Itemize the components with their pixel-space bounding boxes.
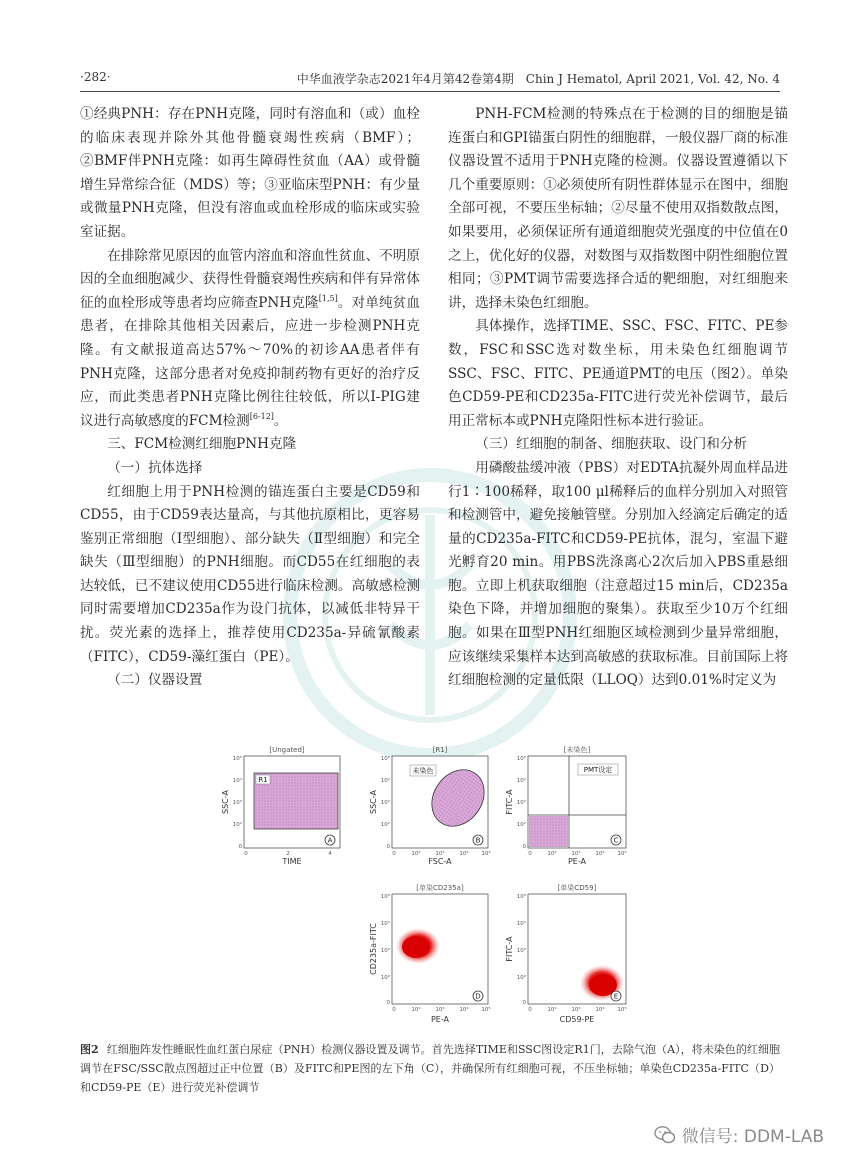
y-tick: 0 — [386, 1000, 390, 1006]
subsection-heading-antibody: （一）抗体选择 — [107, 459, 203, 476]
x-tick: 10⁵ — [617, 1007, 627, 1013]
y-tick: 10² — [380, 822, 390, 828]
x-tick: 4 — [328, 851, 332, 857]
paragraph-text: 在排除常见原因的血管内溶血和溶血性贫血、不明原因的全血细胞减少、获得性骨髓衰竭性疾病和伴有异常体征的血栓形成等患者均应筛查PNH克隆 — [80, 247, 420, 311]
caption-text: 红细胞阵发性睡眠性血红蛋白尿症（PNH）检测仪器设置及调节。首先选择TIME和SSC图设定R1门，去除气泡（A），将未染色的红细胞调节在FSC/SSC散点图超过正中位置（B）及FITC和PE图的左下角（C），并确保所有红细胞可视，不压坐标轴；单染色CD235a-FITC（D）和CD59-PE（E）进行荧光补偿调节 — [80, 1043, 780, 1094]
x-tick: 10³ — [435, 851, 445, 857]
citation-ref: [6-12] — [249, 411, 274, 421]
x-tick: 10³ — [435, 1007, 445, 1013]
panel-e-title: [单染CD59] — [557, 884, 597, 892]
y-tick: 10⁵ — [380, 756, 390, 762]
header-rule — [80, 91, 780, 92]
panel-b — [369, 746, 495, 866]
y-tick: 10² — [380, 975, 390, 981]
panel-c-badge: C — [613, 836, 619, 845]
unstained-label: 未染色 — [412, 767, 434, 775]
y-tick: 10³ — [516, 800, 526, 806]
paragraph-preparation: 用磷酸盐缓冲液（PBS）对EDTA抗凝外周血样品进行1∶100稀释，取100 μl稀释后的血样分别加入对照管和检测管中，避免接触管壁。分别加入经滴定后确定的适量的CD235a-FITC和CD59-PE抗体，混匀，室温下避光孵育20 min。用PBS洗涤离心2次后加入PBS重悬细胞。立即上机获取细胞（注意超过15 min后，CD235a染色下降，并增加细胞的聚集）。获取至少10万个红细胞。如果在Ⅲ型PNH红细胞区域检测到少量异常细胞，应该继续采集样本达到高敏感的获取标准。目前国际上将红细胞检测的定量低限（LLOQ）达到0.01%时定义为 — [448, 459, 788, 689]
subsection-heading-instrument: （二）仪器设置 — [107, 672, 203, 689]
x-tick: 10² — [411, 851, 421, 857]
caption-number: 图2 — [80, 1043, 99, 1056]
x-tick: 10³ — [571, 1007, 581, 1013]
panel-a-title: [Ungated] — [269, 746, 305, 754]
panel-b-badge: B — [475, 836, 481, 845]
panel-c — [505, 745, 627, 866]
panel-e-badge: E — [613, 992, 619, 1001]
x-tick: 10⁴ — [595, 851, 605, 857]
x-tick: 0 — [528, 851, 532, 857]
y-tick: 0 — [522, 1000, 526, 1006]
figure-2 — [222, 740, 642, 1030]
y-tick: 10³ — [380, 948, 390, 954]
subsection-heading-preparation: （三）红细胞的制备、细胞获取、设门和分析 — [475, 436, 748, 453]
y-tick: 10² — [516, 975, 526, 981]
figure-caption — [80, 1040, 780, 1097]
y-tick: 0 — [522, 844, 526, 850]
panel-a-ylabel: SSC-A — [221, 790, 230, 814]
paragraph-text: 。 — [273, 412, 288, 429]
citation-ref: [1,5] — [318, 293, 338, 303]
panel-e — [505, 883, 627, 1024]
x-tick: 0 — [528, 1007, 532, 1013]
paragraph-text: 。对单纯贫血患者，在排除其他相关因素后，应进一步检测PNH克隆。有文献报道高达57%～70%的初诊AA患者伴有PNH克隆，这部分患者对免疫抑制药物有更好的治疗反应，而此类患者PNH克隆比例往往较低，所以I-PIG建议进行高敏感度的FCM检测 — [80, 294, 420, 429]
y-tick: 10⁵ — [516, 894, 526, 900]
y-tick: 10⁴ — [232, 778, 242, 784]
cd235a-core — [402, 936, 430, 958]
x-tick: 0 — [392, 1007, 396, 1013]
panel-b-xlabel: FSC-A — [428, 857, 452, 866]
x-tick: 10³ — [571, 851, 581, 857]
panel-e-ylabel: FITC-A — [505, 936, 514, 962]
panel-a-xlabel: TIME — [282, 857, 302, 866]
paragraph-screening — [80, 245, 420, 434]
panel-d-xlabel: PE-A — [430, 1015, 450, 1024]
left-column — [80, 103, 420, 693]
r1-label: R1 — [258, 776, 268, 784]
y-tick: 10² — [516, 822, 526, 828]
paragraph-antibody: 红细胞上用于PNH检测的锚连蛋白主要是CD59和CD55，由于CD59表达量高，与其他抗原相比，更容易鉴别正常细胞（Ⅰ型细胞）、部分缺失（Ⅱ型细胞）和完全缺失（Ⅲ型细胞）的PNH细胞。而CD55在红细胞的表达较低，已不建议使用CD55进行临床检测。高敏感检测同时需要增加CD235a作为设门抗体，以减低非特异干扰。荧光素的选择上，推荐使用CD235a-异硫氰酸素（FITC），CD59-藻红蛋白（PE）。 — [80, 483, 420, 665]
y-tick: 10⁴ — [516, 921, 526, 927]
panel-d-title: [单染CD235a] — [416, 884, 464, 892]
y-tick: 10⁴ — [380, 778, 390, 784]
y-tick: 10² — [232, 822, 242, 828]
panel-a — [221, 746, 340, 866]
x-tick: 10⁵ — [617, 851, 627, 857]
y-tick: 0 — [238, 844, 242, 850]
y-tick: 10⁵ — [516, 756, 526, 762]
panel-d — [369, 883, 491, 1024]
panel-c-title: [未染色] — [563, 746, 591, 754]
panel-c-xlabel: PE-A — [567, 857, 587, 866]
unstained-population — [529, 816, 568, 847]
y-tick: 10⁴ — [516, 778, 526, 784]
panel-c-ylabel: FITC-A — [505, 789, 514, 815]
panel-b-ylabel: SSC-A — [369, 790, 378, 814]
x-tick: 0 — [392, 851, 396, 857]
y-tick: 10⁴ — [380, 921, 390, 927]
panel-e-xlabel: CD59-PE — [559, 1015, 595, 1024]
paragraph-operation: 具体操作，选择TIME、SSC、FSC、FITC、PE参数，FSC和SSC选对数坐标，用未染色红细胞调节SSC、FSC、FITC、PE通道PMT的电压（图2）。单染色CD59-PE和CD235a-FITC进行荧光补偿调节，最后用正常标本或PNH克隆阳性标本进行验证。 — [448, 318, 788, 429]
y-tick: 10³ — [232, 800, 242, 806]
panel-d-ylabel: CD235a-FITC — [369, 923, 378, 975]
panel-a-badge: A — [327, 836, 333, 845]
wechat-icon — [654, 1125, 676, 1145]
y-tick: 10⁵ — [380, 894, 390, 900]
x-tick: 10⁴ — [595, 1007, 605, 1013]
x-tick: 10⁵ — [481, 1007, 491, 1013]
y-tick: 10³ — [516, 948, 526, 954]
page-number: ·282· — [80, 70, 111, 84]
journal-header: 中华血液学杂志2021年4月第42卷第4期 Chin J Hematol, April 2021, Vol. 42, No. 4 — [296, 72, 780, 86]
wechat-id: 微信号: DDM-LAB — [681, 1127, 824, 1147]
section-heading-3: 三、FCM检测红细胞PNH克隆 — [107, 436, 297, 453]
paragraph-fcm-features: PNH-FCM检测的特殊点在于检测的目的细胞是锚连蛋白和GPI锚蛋白阴性的细胞群，一般仪器厂商的标准仪器设置不适用于PNH克隆的检测。仪器设置遵循以下几个重要原则：①必须使所有阴性群体显示在图中，细胞全部可视，不要压坐标轴；②尽量不使用双指数散点图，如果要用，必须保证所有通道细胞荧光强度的中位值在0之上，优化好的仪器，对数图与双指数图中阴性细胞位置相同；③PMT调节需要选择合适的靶细胞，对红细胞来讲，选择未染色红细胞。 — [448, 106, 788, 311]
pmt-label: PMT设定 — [583, 766, 613, 774]
x-tick: 2 — [286, 851, 290, 857]
y-tick: 10⁵ — [232, 756, 242, 762]
x-tick: 0 — [244, 851, 248, 857]
right-column — [448, 103, 788, 693]
panel-d-badge: D — [475, 992, 481, 1001]
wechat-watermark — [654, 1122, 824, 1147]
x-tick: 10⁴ — [459, 851, 469, 857]
x-tick: 10² — [547, 1007, 557, 1013]
x-tick: 10² — [547, 851, 557, 857]
x-tick: 10⁴ — [459, 1007, 469, 1013]
panel-b-title: [R1] — [432, 746, 448, 754]
x-tick: 10⁵ — [481, 851, 491, 857]
y-tick: 0 — [386, 844, 390, 850]
paragraph-pnh-types: ①经典PNH：存在PNH克隆，同时有溶血和（或）血栓的临床表现并除外其他骨髓衰竭性疾病（BMF）；②BMF伴PNH克隆：如再生障碍性贫血（AA）或骨髓增生异常综合征（MDS）等；③亚临床型PNH：有少量或微量PNH克隆，但没有溶血或血栓形成的临床或实验室证据。 — [80, 106, 420, 240]
x-tick: 10² — [411, 1007, 421, 1013]
y-tick: 10³ — [380, 800, 390, 806]
